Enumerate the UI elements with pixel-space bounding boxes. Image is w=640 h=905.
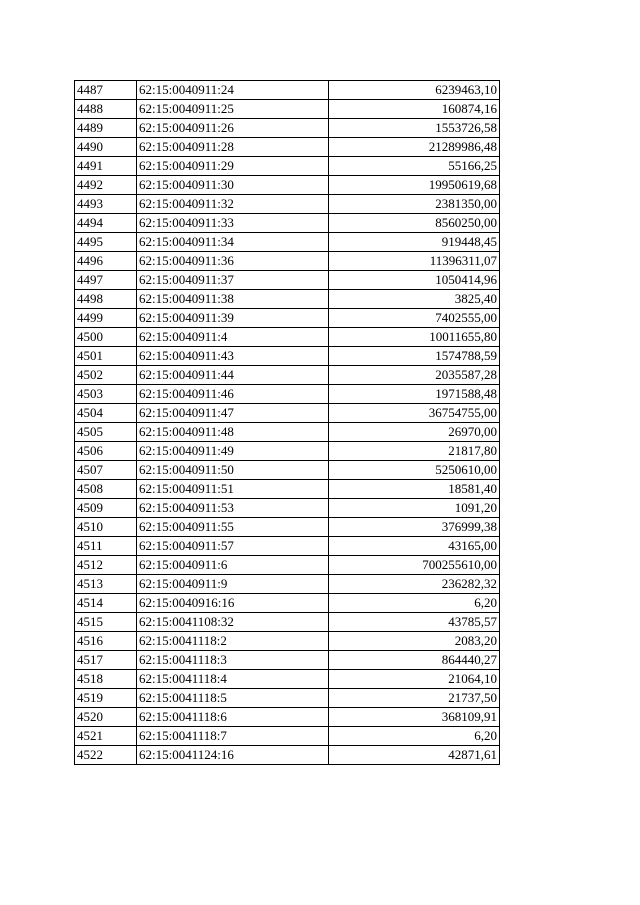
row-number-cell: 4508 — [75, 480, 137, 499]
cadastral-number-cell: 62:15:0040911:53 — [137, 499, 329, 518]
table-row — [75, 727, 500, 746]
table-row — [75, 328, 500, 347]
row-number-cell: 4494 — [75, 214, 137, 233]
row-number-cell: 4518 — [75, 670, 137, 689]
row-number-cell: 4503 — [75, 385, 137, 404]
cadastral-value-cell: 376999,38 — [329, 518, 500, 537]
row-number-cell: 4515 — [75, 613, 137, 632]
row-number-cell: 4492 — [75, 176, 137, 195]
row-number-cell: 4521 — [75, 727, 137, 746]
cadastral-number-cell: 62:15:0040911:37 — [137, 271, 329, 290]
row-number-cell: 4516 — [75, 632, 137, 651]
table-row — [75, 499, 500, 518]
table-row — [75, 404, 500, 423]
table-row — [75, 290, 500, 309]
cadastral-value-cell: 21064,10 — [329, 670, 500, 689]
cadastral-number-cell: 62:15:0040911:26 — [137, 119, 329, 138]
cadastral-value-cell: 236282,32 — [329, 575, 500, 594]
cadastral-value-table — [74, 80, 500, 765]
table-row — [75, 176, 500, 195]
table-row — [75, 632, 500, 651]
cadastral-value-cell: 55166,25 — [329, 157, 500, 176]
table-row — [75, 119, 500, 138]
cadastral-value-cell: 864440,27 — [329, 651, 500, 670]
table-row — [75, 423, 500, 442]
row-number-cell: 4509 — [75, 499, 137, 518]
row-number-cell: 4501 — [75, 347, 137, 366]
row-number-cell: 4517 — [75, 651, 137, 670]
cadastral-number-cell: 62:15:0041118:7 — [137, 727, 329, 746]
table-row — [75, 613, 500, 632]
table-row — [75, 594, 500, 613]
table-row — [75, 556, 500, 575]
cadastral-value-cell: 1050414,96 — [329, 271, 500, 290]
row-number-cell: 4489 — [75, 119, 137, 138]
table-row — [75, 366, 500, 385]
cadastral-value-cell: 919448,45 — [329, 233, 500, 252]
row-number-cell: 4498 — [75, 290, 137, 309]
cadastral-number-cell: 62:15:0040911:51 — [137, 480, 329, 499]
row-number-cell: 4491 — [75, 157, 137, 176]
row-number-cell: 4500 — [75, 328, 137, 347]
table-row — [75, 689, 500, 708]
cadastral-number-cell: 62:15:0040911:46 — [137, 385, 329, 404]
cadastral-value-cell: 6,20 — [329, 594, 500, 613]
cadastral-value-cell: 7402555,00 — [329, 309, 500, 328]
table-row — [75, 100, 500, 119]
table-row — [75, 233, 500, 252]
row-number-cell: 4502 — [75, 366, 137, 385]
cadastral-number-cell: 62:15:0040911:47 — [137, 404, 329, 423]
table-row — [75, 461, 500, 480]
cadastral-value-cell: 42871,61 — [329, 746, 500, 765]
cadastral-number-cell: 62:15:0041118:4 — [137, 670, 329, 689]
table-row — [75, 195, 500, 214]
row-number-cell: 4496 — [75, 252, 137, 271]
table-row — [75, 157, 500, 176]
table-row — [75, 480, 500, 499]
cadastral-value-cell: 19950619,68 — [329, 176, 500, 195]
cadastral-number-cell: 62:15:0040911:28 — [137, 138, 329, 157]
cadastral-number-cell: 62:15:0040911:44 — [137, 366, 329, 385]
table-row — [75, 518, 500, 537]
cadastral-value-cell: 21289986,48 — [329, 138, 500, 157]
table-row — [75, 746, 500, 765]
cadastral-number-cell: 62:15:0040911:34 — [137, 233, 329, 252]
cadastral-number-cell: 62:15:0040911:36 — [137, 252, 329, 271]
table-row — [75, 670, 500, 689]
table-body — [75, 81, 500, 765]
cadastral-value-cell: 11396311,07 — [329, 252, 500, 271]
cadastral-number-cell: 62:15:0041124:16 — [137, 746, 329, 765]
row-number-cell: 4504 — [75, 404, 137, 423]
cadastral-number-cell: 62:15:0040911:6 — [137, 556, 329, 575]
row-number-cell: 4490 — [75, 138, 137, 157]
cadastral-number-cell: 62:15:0040911:55 — [137, 518, 329, 537]
cadastral-number-cell: 62:15:0040911:48 — [137, 423, 329, 442]
row-number-cell: 4505 — [75, 423, 137, 442]
cadastral-value-cell: 21817,80 — [329, 442, 500, 461]
row-number-cell: 4493 — [75, 195, 137, 214]
table-row — [75, 81, 500, 100]
row-number-cell: 4487 — [75, 81, 137, 100]
row-number-cell: 4507 — [75, 461, 137, 480]
table-row — [75, 442, 500, 461]
cadastral-number-cell: 62:15:0040911:39 — [137, 309, 329, 328]
cadastral-value-cell: 21737,50 — [329, 689, 500, 708]
cadastral-number-cell: 62:15:0041118:3 — [137, 651, 329, 670]
cadastral-value-cell: 368109,91 — [329, 708, 500, 727]
table-row — [75, 138, 500, 157]
cadastral-number-cell: 62:15:0041118:2 — [137, 632, 329, 651]
table-row — [75, 214, 500, 233]
cadastral-value-cell: 1574788,59 — [329, 347, 500, 366]
cadastral-value-cell: 10011655,80 — [329, 328, 500, 347]
cadastral-value-cell: 43165,00 — [329, 537, 500, 556]
table-row — [75, 708, 500, 727]
cadastral-value-cell: 1091,20 — [329, 499, 500, 518]
table-row — [75, 651, 500, 670]
row-number-cell: 4497 — [75, 271, 137, 290]
cadastral-value-cell: 160874,16 — [329, 100, 500, 119]
cadastral-number-cell: 62:15:0040911:57 — [137, 537, 329, 556]
cadastral-value-cell: 36754755,00 — [329, 404, 500, 423]
row-number-cell: 4510 — [75, 518, 137, 537]
cadastral-value-cell: 8560250,00 — [329, 214, 500, 233]
cadastral-value-cell: 700255610,00 — [329, 556, 500, 575]
cadastral-number-cell: 62:15:0040911:33 — [137, 214, 329, 233]
row-number-cell: 4512 — [75, 556, 137, 575]
table-row — [75, 252, 500, 271]
cadastral-number-cell: 62:15:0040911:43 — [137, 347, 329, 366]
cadastral-value-cell: 2035587,28 — [329, 366, 500, 385]
row-number-cell: 4495 — [75, 233, 137, 252]
cadastral-value-cell: 2083,20 — [329, 632, 500, 651]
cadastral-number-cell: 62:15:0040911:49 — [137, 442, 329, 461]
row-number-cell: 4520 — [75, 708, 137, 727]
row-number-cell: 4511 — [75, 537, 137, 556]
cadastral-number-cell: 62:15:0040911:25 — [137, 100, 329, 119]
cadastral-number-cell: 62:15:0041108:32 — [137, 613, 329, 632]
row-number-cell: 4519 — [75, 689, 137, 708]
cadastral-number-cell: 62:15:0041118:6 — [137, 708, 329, 727]
cadastral-value-cell: 6239463,10 — [329, 81, 500, 100]
cadastral-value-cell: 43785,57 — [329, 613, 500, 632]
table-row — [75, 271, 500, 290]
table-row — [75, 537, 500, 556]
cadastral-number-cell: 62:15:0040911:29 — [137, 157, 329, 176]
cadastral-value-cell: 1553726,58 — [329, 119, 500, 138]
cadastral-value-cell: 6,20 — [329, 727, 500, 746]
cadastral-value-cell: 26970,00 — [329, 423, 500, 442]
cadastral-value-cell: 1971588,48 — [329, 385, 500, 404]
cadastral-number-cell: 62:15:0040911:32 — [137, 195, 329, 214]
table-row — [75, 309, 500, 328]
cadastral-number-cell: 62:15:0040911:30 — [137, 176, 329, 195]
row-number-cell: 4514 — [75, 594, 137, 613]
row-number-cell: 4513 — [75, 575, 137, 594]
cadastral-number-cell: 62:15:0040911:38 — [137, 290, 329, 309]
cadastral-number-cell: 62:15:0040916:16 — [137, 594, 329, 613]
row-number-cell: 4499 — [75, 309, 137, 328]
table-row — [75, 575, 500, 594]
row-number-cell: 4488 — [75, 100, 137, 119]
row-number-cell: 4506 — [75, 442, 137, 461]
table-row — [75, 385, 500, 404]
cadastral-number-cell: 62:15:0041118:5 — [137, 689, 329, 708]
cadastral-number-cell: 62:15:0040911:4 — [137, 328, 329, 347]
cadastral-value-cell: 18581,40 — [329, 480, 500, 499]
cadastral-number-cell: 62:15:0040911:9 — [137, 575, 329, 594]
cadastral-value-cell: 2381350,00 — [329, 195, 500, 214]
cadastral-value-cell: 3825,40 — [329, 290, 500, 309]
table-row — [75, 347, 500, 366]
cadastral-number-cell: 62:15:0040911:50 — [137, 461, 329, 480]
row-number-cell: 4522 — [75, 746, 137, 765]
cadastral-number-cell: 62:15:0040911:24 — [137, 81, 329, 100]
cadastral-value-cell: 5250610,00 — [329, 461, 500, 480]
